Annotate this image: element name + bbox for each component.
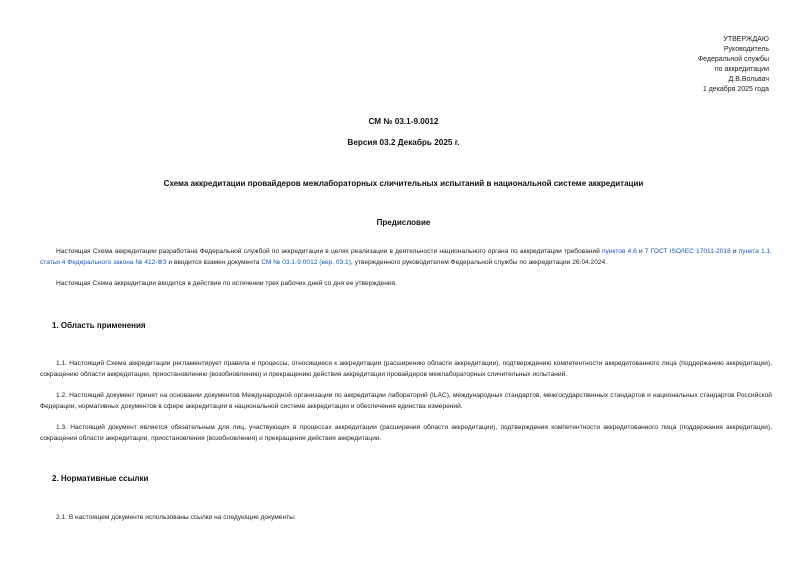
paragraph-text: и [730, 248, 739, 255]
link-federal-law-412[interactable]: пункта 1.1. статьи 4 Федерального закона № 412-ФЗ [40, 248, 772, 267]
document-number: СМ № 03.1-9.0012 [368, 117, 439, 126]
section-1-paragraph-1: 1.1. Настоящий Схема аккредитации регламентирует правила и процессы, относящиеся к аккредитации (расширению области аккредитации), подтверждению компетентности аккредитованного лица (поддержанию аккредитации), сокращению области аккредитации, приостановлению (возобновлению) и прекращению действия аккредитации провайдеров межлабораторных сличительных испытаний. [40, 360, 772, 379]
paragraph-text: , утвержденного руководителем Федеральной службы по аккредитации 26.04.2024. [350, 259, 608, 267]
link-gost-iso-iec-17011[interactable]: 7 ГОСТ ISO/IEC 17011-2018 [644, 248, 731, 255]
approval-line: 1 декабря 2025 года [702, 86, 769, 93]
approval-block [698, 35, 769, 95]
paragraph-text: и [636, 248, 645, 255]
paragraph-text: Настоящая Схема аккредитации разработана Федеральной службой по аккредитации в целях реализации в деятельности национального органа по аккредитации требований [56, 248, 602, 255]
approval-line: Д.В.Вольвач [728, 76, 769, 83]
section-2-paragraph-1: 2.1. В настоящем документе использованы ссылки на следующие документы: [56, 514, 296, 521]
link-clauses-4-6[interactable]: пунктов 4.6 [601, 248, 637, 255]
section-2-heading: 2. Нормативные ссылки [52, 474, 149, 483]
approval-line: Федеральной службы [697, 56, 769, 63]
document-version: Версия 03.2 Декабрь 2025 г. [347, 138, 460, 147]
section-1-paragraph-3: 1.3. Настоящий документ является обязательным для лиц, участвующих в процессах аккредитации (расширения области аккредитации), подтверждения компетентности аккредитованного лица (поддержания аккредитации), сокращения области аккредитации, приостановления (возобновления) и прекращения действия аккредитации. [40, 424, 772, 443]
section-1-heading: 1. Область применения [52, 321, 146, 330]
section-1-paragraph-2: 1.2. Настоящий документ принят на основании документов Международной организации по аккредитации лабораторий (ILAC), международных стандартов, межгосударственных стандартов и национальных стандартов Российской Федерации, нормативных документов в сфере аккредитации в национальной системе аккредитации и обеспечения единства измерений. [40, 392, 772, 411]
approval-line: Руководитель [723, 46, 769, 53]
link-previous-document[interactable]: СМ № 03.1-9.0012 (вер. 03.1) [261, 259, 351, 267]
preface-heading: Предисловие [376, 218, 431, 227]
approval-line: УТВЕРЖДАЮ [723, 36, 769, 43]
preface-paragraph-2: Настоящая Схема аккредитации вводится в действие по истечении трех рабочих дней со дня ее утверждения. [56, 280, 397, 287]
approval-line: по аккредитации [714, 66, 769, 73]
preface-paragraph-1 [40, 246, 772, 268]
paragraph-text: и вводится взамен документа [166, 259, 262, 267]
document-title: Схема аккредитации провайдеров межлабораторных сличительных испытаний в национальной системе аккредитации [163, 179, 644, 188]
